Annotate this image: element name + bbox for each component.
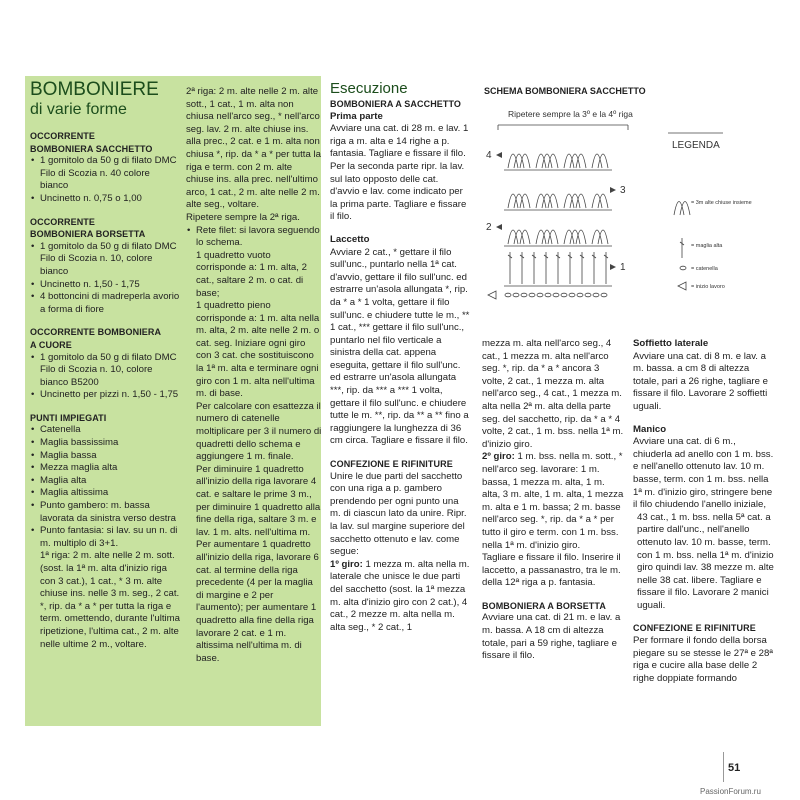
list-item: • Uncinetto n. 0,75 o 1,00 (30, 193, 180, 206)
watermark: PassionForum.ru (700, 787, 761, 796)
row-label-4: 4 (486, 150, 492, 161)
legend-title: LEGENDA (672, 140, 720, 151)
occorrente-cuore-heading-2: A CUORE (30, 339, 72, 350)
chart-stitches (504, 154, 612, 297)
double-crochet-icon (680, 238, 684, 258)
punti-impiegati-list (30, 424, 180, 550)
filet-paragraph: 1 quadretto pieno corrisponde a: 1 m. alta nella m. alta, 2 m. alte nelle 2 m. o cat. seg. Iniziare ogni giro con 3 cat. che sostituiscono la 1ª m. alta e terminare ogni giro con 1 m. alta nell'ultima m. di base. (196, 300, 320, 400)
borsetta-text: Avviare una cat. di 21 m. e lav. a m. bassa. A 18 cm di altezza totale, pari a 59 righe, tagliare e fissare il filo. (482, 612, 621, 662)
column-confezione-cont (482, 338, 624, 663)
list-item: • Maglia altissima (30, 487, 180, 500)
confezione-borsa-text: Per formare il fondo della borsa piegare su se stesse le 27ª e 28ª riga e cucire alla base delle 2 righe doppiate formando (633, 635, 773, 684)
punto-fantasia-riga-2: 2ª riga: 2 m. alte nelle 2 m. alte sott., 1 cat., 1 m. alta non chiusa nell'arco seg., * nell'arco seg. lav. 2 m. alte chiuse ins. alla prec., 2 cat. e 1 m. alta non chiusa *, rip. da * a * per tutta la riga e term. con 2 m. alte chiuse ins. alla prec. nell'ultimo arco, 1 cat., 2 m. alte nelle 2 m. alte seg., voltare. (186, 86, 321, 211)
soffietto-heading: Soffietto laterale (633, 338, 709, 349)
filet-paragraph: Per diminuire 1 quadretto all'inizio della riga lavorare 4 cat. e saltare le prime 3 m., per diminuire 1 quadretto alla fine della riga, saltare 3 m. e lav. 1 m. alts. nell'ultima m. (196, 463, 321, 538)
list-item: • 1 gomitolo da 50 g di filato DMC Filo di Scozia n. 40 colore bianco (30, 155, 180, 193)
giro-1-label: 1º giro: (330, 558, 363, 570)
laccetto-heading: Laccetto (330, 233, 370, 245)
giro-1-continued: mezza m. alta nell'arco seg., 4 cat., 1 mezza m. alta nell'arco seg. *, rip. da * a * ancora 3 volte, 2 cat., 1 mezza m. alta nell'arco seg., 4 cat., 1 mezza m. alta nella 2ª m. alta della parte seg. del sacchetto, rip. da * a * 4 volte, 2 cat., 1 m. bss. nella 1ª m. d'inizio giro. (482, 338, 624, 450)
legend-item-4: = inizio lavoro (691, 284, 725, 290)
list-item: • Maglia alta (30, 475, 180, 488)
legend-item-3: = catenella (691, 266, 718, 272)
punto-fantasia-riga-1: 1ª riga: 2 m. alte nelle 2 m. sott. (sost. la 1ª m. alta d'inizio riga con 3 cat.), 1 cat., * 3 m. alte chiuse ins. nelle 3 m. seg., 2 cat. *, rip. da * a * per tutta la riga e term. omettendo, durante l'ultima ripetizione, l'ultima cat., 2 m. alte nelle ultime 2 m., voltare. (40, 550, 180, 650)
occorrente-sacchetto-heading: BOMBONIERA SACCHETTO (30, 143, 153, 154)
occorrente-borsetta-list (30, 241, 180, 317)
filet-paragraph: Per calcolare con esattezza il numero di catenelle moltiplicare per 3 il numero di quadretti dello schema e aggiungere 1 m. finale. (196, 400, 322, 463)
schema-repeat-note: Ripetere sempre la 3º e la 4º riga (508, 109, 633, 119)
filet-paragraph: Per aumentare 1 quadretto all'inizio della riga, lavorare 6 cat. al termine della riga precedente (4 per la maglia di margine e 2 per l'aumento); per aumentare 1 quadretto alla fine della riga lavorare 2 cat. e 1 m. altissima nell'ultima m. di base. (196, 539, 319, 664)
confezione-text: Unire le due parti del sacchetto con una riga a p. gambero prendendo per ogni punto una m. di ciascun lato da unire. Ripr. la lav. sul margine superiore del sacchetto ottenuto e lav. come segue: (330, 470, 467, 558)
crochet-chart (478, 100, 778, 310)
three-dc-together-icon (674, 202, 690, 216)
borsetta-heading: BOMBONIERA A BORSETTA (482, 600, 606, 611)
manico-heading: Manico (633, 423, 667, 435)
column-esecuzione (330, 80, 470, 634)
list-item: • Mezza maglia alta (30, 462, 180, 475)
laccetto-text: Avviare 2 cat., * gettare il filo sull'unc., puntarlo nella 1ª cat. d'avvio, gettare il filo sull'unc. ed estrarre un'asola allungata *, rip. da * a * 1 volta, gettare il filo sull'unc. e chiudere tutte le m., ** 1 cat., *** gettare il filo sull'unc., puntarlo nel filo verticale a sinistra della cat. appena eseguita, gettare il filo sull'unc. ed estrarre un'asola allungata ***, rip. da *** a *** 1 volta, gettare il filo sull'unc. e chiudere tutte le m. **, rip. da ** a ** fino a raggiungere la lunghezza di 36 cm circa. Tagliare e fissare il filo. (330, 246, 470, 447)
prima-parte-heading: Prima parte (330, 110, 383, 122)
occorrente-cuore-heading: OCCORRENTE BOMBONIERA (30, 327, 162, 338)
sacchetto-heading: BOMBONIERA A SACCHETTO (330, 99, 462, 109)
chain-icon (680, 266, 686, 270)
giro-2-text (482, 451, 624, 552)
schema-title: SCHEMA BOMBONIERA SACCHETTO (484, 86, 646, 96)
list-item: • Uncinetto n. 1,50 - 1,75 (30, 279, 180, 292)
rete-filet-list (186, 225, 322, 250)
page-title: BOMBONIERE (30, 79, 159, 100)
row-label-3: 3 (620, 185, 626, 196)
legend-item-1: = 3m alte chiuse insieme (691, 200, 752, 206)
confezione-heading-2: CONFEZIONE E RIFINITURE (633, 623, 756, 634)
page-rule (723, 752, 724, 782)
prima-parte-text: Avviare una cat. di 28 m. e lav. 1 riga a m. alta e 14 righe a p. fantasia. Tagliare e fissare il filo. Per la seconda parte ripr. la lav. sul lato opposto delle cat. d'avvio e lav. come indicato per la prima parte. Tagliare e fissare il filo. (330, 123, 469, 223)
row-label-2: 2 (486, 222, 492, 233)
column-punti-continued (186, 86, 322, 665)
list-item: • 4 bottoncini di madreperla avorio a forma di fiore (30, 291, 180, 316)
punti-impiegati-heading: PUNTI IMPIEGATI (30, 412, 107, 423)
soffietto-text: Avviare una cat. di 8 m. e lav. a m. bassa. a cm 8 di altezza totale, pari a 26 righe, tagliare e fissare il filo. Lavorare 2 soffietti uguali. (633, 350, 768, 412)
legend-item-2: = maglia alta (691, 243, 723, 249)
tagliare-text: Tagliare e fissare il filo. Inserire il laccetto, a passanastro, tra le m. della 12ª riga a p. fantasia. (482, 552, 621, 589)
giro-2-body: 1 m. bss. nella m. sott., * nell'arco seg. lavorare: 1 m. bassa, 1 mezza m. alta, 1 m. alta, 3 m. alte, 1 m. alta, 1 mezza m. alta e 1 m. bassa; 2 m. basse nell'arco seg. *, rip. da * a * per tutto il giro e term. con 1 m. bss. nella 1ª m. d'inizio giro. (482, 451, 624, 551)
occorrente-cuore-list (30, 352, 180, 402)
manico-text-2: 43 cat., 1 m. bss. nella 5ª cat. a partire dall'unc., nell'anello ottenuto lav. 10 m. basse, term. con 1 m. bss. nella 1ª m. d'inizio giro quindi lav. 38 mezze m. alte nelle 38 cat. libere. Tagliare e fissare il filo. Lavorare 2 manici uguali. (637, 511, 774, 611)
row-label-1: 1 (620, 262, 626, 273)
column-materials (30, 80, 180, 651)
page-subtitle: di varie forme (30, 101, 127, 118)
list-item: • 1 gomitolo da 50 g di filato DMC Filo di Scozia n. 10, colore bianco (30, 241, 180, 279)
esecuzione-title: Esecuzione (330, 80, 408, 97)
list-item: • 1 gomitolo da 50 g di filato DMC Filo di Scozia n. 10, colore bianco B5200 (30, 352, 180, 390)
start-arrow-icon (488, 291, 496, 299)
list-item: • Rete filet: si lavora seguendo lo schema. (186, 225, 322, 250)
occorrente-heading: OCCORRENTE (30, 131, 96, 141)
occorrente-borsetta-heading: BOMBONIERA BORSETTA (30, 229, 146, 240)
occorrente-sacchetto-list (30, 155, 180, 205)
list-item: • Maglia bassa (30, 450, 180, 463)
list-item: • Punto fantasia: si lav. su un n. di m. multiplo di 3+1. (30, 525, 180, 550)
list-item: • Maglia bassissima (30, 437, 180, 450)
giro-1-text (330, 559, 470, 635)
start-icon (678, 282, 686, 290)
list-item: • Punto gambero: m. bassa lavorata da sinistra verso destra (30, 500, 180, 525)
ripetere-note: Ripetere sempre la 2ª riga. (186, 211, 300, 223)
confezione-heading: CONFEZIONE E RIFINITURE (330, 459, 453, 470)
giro-1-body: 1 mezza m. alta nella m. laterale che unisce le due parti del sacchetto (sost. la 1ª mezza m. alta d'inizio giro con 2 cat.), 4 cat., 2 mezze m. alta nella m. alta seg., * 2 cat., 1 (330, 558, 470, 633)
column-borsetta-cont (633, 338, 775, 685)
list-item: • Uncinetto per pizzi n. 1,50 - 1,75 (30, 389, 180, 402)
occorrente-heading: OCCORRENTE (30, 216, 96, 227)
manico-text-1: Avviare una cat. di 6 m., chiuderla ad anello con 1 m. bss. e nell'anello ottenuto lav. 10 m. basse, term. con 1 m. bss. nella 1ª m. d'inizio giro, stringere bene il filo chiudendo l'anello iniziale, (633, 436, 774, 511)
giro-2-label: 2º giro: (482, 451, 515, 463)
page-number: 51 (728, 762, 741, 774)
filet-paragraph: 1 quadretto vuoto corrisponde a: 1 m. alta, 2 cat., saltare 2 m. o cat. di base; (196, 249, 307, 299)
list-item: • Catenella (30, 424, 180, 437)
